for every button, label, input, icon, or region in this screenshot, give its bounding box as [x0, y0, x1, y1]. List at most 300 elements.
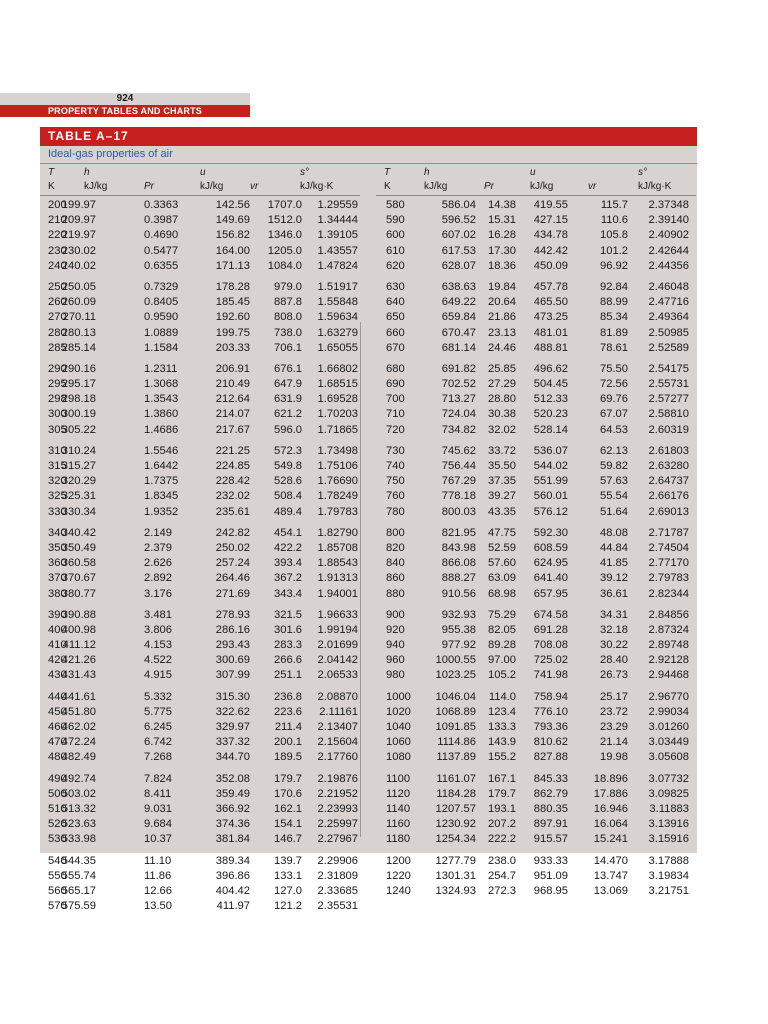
- section-title: PROPERTY TABLES AND CHARTS: [0, 105, 250, 117]
- col-T: T: [48, 167, 55, 178]
- energy-cell: 344.70: [215, 751, 250, 764]
- temp-cell: 690: [386, 378, 405, 391]
- unit-vr: vr: [250, 181, 259, 192]
- entropy-cell: 2.46048: [648, 280, 689, 293]
- energy-cell: 465.50: [533, 296, 568, 309]
- pr-cell: 207.2: [488, 818, 516, 831]
- vr-cell: 489.4: [274, 505, 302, 518]
- vr-cell: 162.1: [274, 802, 302, 815]
- entropy-cell: 1.94001: [317, 587, 358, 600]
- temp-cell: 900: [386, 608, 405, 621]
- unit-s: kJ/kg·K: [638, 181, 672, 192]
- entropy-cell: 3.17888: [648, 854, 689, 867]
- pr-cell: 14.38: [488, 199, 516, 211]
- header-rule: [376, 195, 696, 196]
- energy-cell: 164.00: [215, 244, 250, 257]
- pr-cell: 6.245: [144, 721, 172, 733]
- enthalpy-cell: 310.24: [61, 444, 96, 457]
- enthalpy-cell: 219.97: [61, 229, 96, 242]
- pr-cell: 8.411: [144, 787, 172, 800]
- col-u: u: [530, 167, 536, 178]
- entropy-cell: 2.49364: [648, 311, 689, 324]
- table-row: [40, 280, 360, 295]
- temp-cell: 1240: [386, 884, 411, 897]
- entropy-cell: 2.58810: [648, 408, 689, 421]
- table-row: [376, 295, 696, 310]
- temp-cell: 840: [386, 557, 405, 570]
- temp-cell: 420: [48, 654, 67, 667]
- vr-cell: 738.0: [274, 326, 302, 339]
- temp-cell: 520: [48, 818, 67, 831]
- table-row: [40, 735, 360, 750]
- temp-cell: 260: [48, 296, 67, 309]
- entropy-cell: 1.65055: [317, 341, 358, 354]
- table-row: [376, 720, 696, 735]
- pr-cell: 6.742: [144, 736, 172, 749]
- vr-cell: 96.92: [600, 259, 628, 272]
- energy-cell: 203.33: [215, 341, 250, 354]
- entropy-cell: 1.68515: [317, 378, 358, 391]
- table-row: [376, 884, 696, 899]
- enthalpy-cell: 325.31: [61, 490, 96, 503]
- energy-cell: 228.42: [215, 475, 250, 488]
- temp-cell: 590: [386, 214, 405, 227]
- pr-cell: 0.3363: [144, 199, 179, 211]
- entropy-cell: 3.03449: [648, 736, 689, 749]
- pr-cell: 43.35: [488, 505, 516, 518]
- pr-cell: 0.4690: [144, 229, 179, 242]
- unit-vr: vr: [588, 181, 597, 192]
- right-data: [376, 198, 696, 899]
- vr-cell: 23.29: [600, 721, 628, 733]
- pr-cell: 27.29: [488, 378, 516, 391]
- pr-cell: 33.72: [488, 444, 516, 457]
- energy-cell: 214.07: [215, 408, 250, 421]
- enthalpy-cell: 1091.85: [435, 721, 476, 733]
- enthalpy-cell: 482.49: [61, 751, 96, 764]
- table-row: [40, 571, 360, 586]
- table-row: [376, 869, 696, 884]
- table-row: [40, 326, 360, 341]
- vr-cell: 81.89: [600, 326, 628, 339]
- temp-cell: 310: [48, 444, 67, 457]
- table-row: [40, 295, 360, 310]
- pr-cell: 4.522: [144, 654, 172, 667]
- energy-cell: 142.56: [215, 199, 250, 211]
- column-symbols-row: [40, 167, 360, 179]
- energy-cell: 250.02: [215, 541, 250, 554]
- entropy-cell: 1.75106: [317, 460, 358, 472]
- entropy-cell: 3.07732: [648, 772, 689, 785]
- table-row: [376, 489, 696, 504]
- enthalpy-cell: 702.52: [441, 378, 476, 391]
- enthalpy-cell: 298.18: [61, 393, 96, 406]
- row-group: [40, 362, 360, 438]
- table-row: [376, 653, 696, 668]
- enthalpy-cell: 821.95: [441, 526, 476, 539]
- row-group: [40, 280, 360, 356]
- enthalpy-cell: 280.13: [61, 326, 96, 339]
- pr-cell: 37.35: [488, 475, 516, 488]
- enthalpy-cell: 1184.28: [436, 787, 476, 800]
- entropy-cell: 1.66802: [317, 362, 358, 375]
- pr-cell: 7.824: [144, 772, 172, 785]
- pr-cell: 3.176: [144, 587, 172, 600]
- energy-cell: 419.55: [533, 199, 568, 211]
- temp-cell: 1060: [386, 736, 411, 749]
- vr-cell: 647.9: [274, 378, 302, 391]
- entropy-cell: 3.05608: [648, 751, 689, 764]
- header-rule: [40, 195, 360, 196]
- temp-cell: 740: [386, 460, 405, 472]
- pr-cell: 1.2311: [144, 362, 178, 375]
- enthalpy-cell: 462.02: [61, 721, 96, 733]
- table-row: [376, 802, 696, 817]
- enthalpy-cell: 843.98: [441, 541, 476, 554]
- enthalpy-cell: 400.98: [61, 623, 96, 636]
- pr-cell: 32.02: [488, 423, 516, 436]
- enthalpy-cell: 503.02: [61, 787, 96, 800]
- pr-cell: 143.9: [488, 736, 516, 749]
- vr-cell: 236.8: [274, 690, 302, 703]
- temp-cell: 440: [48, 690, 67, 703]
- pr-cell: 0.3987: [144, 214, 179, 227]
- table-row: [40, 526, 360, 541]
- pr-cell: 2.149: [144, 526, 172, 539]
- entropy-cell: 2.39140: [648, 214, 689, 227]
- energy-cell: 845.33: [533, 772, 568, 785]
- pr-cell: 1.0889: [144, 326, 179, 339]
- unit-Pr: Pr: [144, 181, 154, 192]
- temp-cell: 670: [386, 341, 405, 354]
- enthalpy-cell: 607.02: [441, 229, 476, 242]
- entropy-cell: 2.84856: [648, 608, 689, 621]
- temp-cell: 1200: [386, 854, 411, 867]
- temp-cell: 660: [386, 326, 405, 339]
- enthalpy-cell: 350.49: [61, 541, 96, 554]
- vr-cell: 26.73: [600, 669, 628, 682]
- enthalpy-cell: 932.93: [441, 608, 476, 621]
- temp-cell: 940: [386, 639, 405, 652]
- vr-cell: 57.63: [600, 475, 628, 488]
- temp-cell: 230: [48, 244, 67, 257]
- energy-cell: 481.01: [533, 326, 568, 339]
- enthalpy-cell: 492.74: [61, 772, 96, 785]
- entropy-cell: 1.73498: [317, 444, 358, 457]
- vr-cell: 41.85: [600, 557, 628, 570]
- entropy-cell: 2.35531: [317, 900, 358, 913]
- energy-cell: 257.24: [215, 557, 250, 570]
- vr-cell: 1707.0: [267, 199, 302, 211]
- energy-cell: 396.86: [215, 869, 250, 882]
- column-units-row: [40, 181, 360, 193]
- energy-cell: 450.09: [533, 259, 568, 272]
- energy-cell: 691.28: [533, 623, 568, 636]
- temp-cell: 280: [48, 326, 67, 339]
- table-row: [40, 244, 360, 259]
- enthalpy-cell: 745.62: [441, 444, 476, 457]
- temp-cell: 960: [386, 654, 405, 667]
- entropy-cell: 2.89748: [648, 639, 689, 652]
- pr-cell: 193.1: [488, 802, 516, 815]
- row-group: [40, 772, 360, 848]
- vr-cell: 69.76: [600, 393, 628, 406]
- entropy-cell: 1.43557: [317, 244, 358, 257]
- entropy-cell: 2.31809: [317, 869, 358, 882]
- pr-cell: 1.7375: [144, 475, 179, 488]
- table-row: [40, 310, 360, 325]
- pr-cell: 4.915: [144, 669, 172, 682]
- enthalpy-cell: 1324.93: [435, 884, 476, 897]
- vr-cell: 25.17: [600, 690, 628, 703]
- energy-cell: 221.25: [215, 444, 250, 457]
- pr-cell: 133.3: [488, 721, 516, 733]
- vr-cell: 139.7: [274, 854, 302, 867]
- energy-cell: 657.95: [533, 587, 568, 600]
- vr-cell: 223.6: [274, 705, 302, 718]
- table-row: [40, 623, 360, 638]
- energy-cell: 235.61: [215, 505, 250, 518]
- energy-cell: 232.02: [215, 490, 250, 503]
- energy-cell: 322.62: [215, 705, 250, 718]
- vr-cell: 36.61: [600, 587, 628, 600]
- table-row: [40, 213, 360, 228]
- pr-cell: 0.6355: [144, 259, 179, 272]
- entropy-cell: 2.64737: [648, 475, 689, 488]
- entropy-cell: 3.13916: [648, 818, 689, 831]
- row-group: [376, 444, 696, 520]
- pr-cell: 254.7: [488, 869, 516, 882]
- energy-cell: 278.93: [215, 608, 250, 621]
- table-row: [376, 787, 696, 802]
- entropy-cell: 2.99034: [648, 705, 689, 718]
- vr-cell: 28.40: [600, 654, 628, 667]
- entropy-cell: 2.63280: [648, 460, 689, 472]
- row-group: [376, 280, 696, 356]
- enthalpy-cell: 649.22: [441, 296, 476, 309]
- energy-cell: 968.95: [533, 884, 568, 897]
- vr-cell: 393.4: [274, 557, 302, 570]
- unit-T: K: [48, 181, 55, 192]
- temp-cell: 980: [386, 669, 405, 682]
- enthalpy-cell: 380.77: [61, 587, 96, 600]
- temp-cell: 610: [386, 244, 405, 257]
- row-group: [40, 854, 360, 915]
- energy-cell: 300.69: [215, 654, 250, 667]
- enthalpy-cell: 575.59: [61, 900, 96, 913]
- temp-cell: 920: [386, 623, 405, 636]
- pr-cell: 13.50: [144, 900, 172, 913]
- energy-cell: 624.95: [533, 557, 568, 570]
- enthalpy-cell: 295.17: [61, 378, 96, 391]
- entropy-cell: 2.60319: [648, 423, 689, 436]
- row-group: [376, 608, 696, 684]
- pr-cell: 82.05: [488, 623, 516, 636]
- enthalpy-cell: 441.61: [61, 690, 96, 703]
- table-row: [376, 623, 696, 638]
- vr-cell: 23.72: [600, 705, 628, 718]
- unit-T: K: [384, 181, 391, 192]
- enthalpy-cell: 1161.07: [436, 772, 476, 785]
- table-row: [40, 505, 360, 520]
- enthalpy-cell: 315.27: [61, 460, 96, 472]
- pr-cell: 238.0: [488, 854, 516, 867]
- vr-cell: 676.1: [274, 362, 302, 375]
- pr-cell: 39.27: [488, 490, 516, 503]
- energy-cell: 149.69: [215, 214, 250, 227]
- table-row: [40, 854, 360, 869]
- energy-cell: 366.92: [215, 802, 250, 815]
- temp-cell: 820: [386, 541, 405, 554]
- entropy-cell: 2.08870: [317, 690, 358, 703]
- entropy-cell: 2.44356: [648, 259, 689, 272]
- entropy-cell: 2.61803: [648, 444, 689, 457]
- pr-cell: 75.29: [488, 608, 516, 621]
- temp-cell: 510: [48, 802, 67, 815]
- pr-cell: 3.806: [144, 623, 172, 636]
- entropy-cell: 2.57277: [648, 393, 689, 406]
- enthalpy-cell: 300.19: [61, 408, 96, 421]
- entropy-cell: 1.39105: [317, 229, 358, 242]
- energy-cell: 242.82: [215, 526, 250, 539]
- temp-cell: 270: [48, 311, 67, 324]
- column-divider: [360, 322, 361, 837]
- table-row: [376, 459, 696, 474]
- table-row: [376, 341, 696, 356]
- vr-cell: 211.4: [274, 721, 302, 733]
- temp-cell: 1080: [386, 751, 411, 764]
- enthalpy-cell: 330.34: [61, 505, 96, 518]
- table-row: [40, 198, 360, 213]
- pr-cell: 0.5477: [144, 244, 179, 257]
- energy-cell: 536.07: [533, 444, 568, 457]
- pr-cell: 1.3068: [144, 378, 179, 391]
- entropy-cell: 2.01699: [317, 639, 358, 652]
- column-symbols-row: [376, 167, 696, 179]
- pr-cell: 24.46: [488, 341, 516, 354]
- table-row: [376, 310, 696, 325]
- entropy-cell: 1.91313: [317, 572, 358, 585]
- vr-cell: 67.07: [600, 408, 628, 421]
- table-row: [40, 407, 360, 422]
- entropy-cell: 2.74504: [648, 541, 689, 554]
- pr-cell: 9.684: [144, 818, 172, 831]
- pr-cell: 20.64: [488, 296, 516, 309]
- table-row: [376, 392, 696, 407]
- col-h: h: [84, 167, 90, 178]
- vr-cell: 78.61: [600, 341, 628, 354]
- temp-cell: 290: [48, 362, 67, 375]
- vr-cell: 13.747: [593, 869, 628, 882]
- vr-cell: 16.064: [593, 818, 628, 831]
- enthalpy-cell: 199.97: [61, 199, 96, 211]
- table-row: [40, 392, 360, 407]
- vr-cell: 51.64: [600, 505, 628, 518]
- table-row: [40, 690, 360, 705]
- temp-cell: 580: [386, 199, 405, 211]
- table-row: [376, 407, 696, 422]
- energy-cell: 810.62: [533, 736, 568, 749]
- enthalpy-cell: 230.02: [61, 244, 96, 257]
- entropy-cell: 2.55731: [648, 378, 689, 391]
- table-row: [376, 854, 696, 869]
- entropy-cell: 1.55848: [317, 296, 358, 309]
- table-row: [40, 869, 360, 884]
- enthalpy-cell: 270.11: [62, 311, 96, 324]
- entropy-cell: 2.17760: [317, 751, 358, 764]
- entropy-cell: 2.37348: [648, 199, 689, 211]
- vr-cell: 422.2: [274, 541, 302, 554]
- temp-cell: 720: [386, 423, 405, 436]
- row-group: [40, 526, 360, 602]
- temp-cell: 860: [386, 572, 405, 585]
- unit-Pr: Pr: [484, 181, 494, 192]
- table-row: [40, 787, 360, 802]
- table-row: [40, 459, 360, 474]
- entropy-cell: 1.96633: [317, 608, 358, 621]
- vr-cell: 88.99: [600, 296, 628, 309]
- pr-cell: 7.268: [144, 751, 172, 764]
- entropy-cell: 2.21952: [317, 787, 358, 800]
- temp-cell: 780: [386, 505, 405, 518]
- temp-cell: 450: [48, 705, 67, 718]
- energy-cell: 352.08: [215, 772, 250, 785]
- vr-cell: 189.5: [274, 751, 302, 764]
- temp-cell: 650: [386, 311, 405, 324]
- vr-cell: 179.7: [274, 772, 302, 785]
- vr-cell: 200.1: [274, 736, 302, 749]
- pr-cell: 3.481: [144, 608, 172, 621]
- energy-cell: 434.78: [533, 229, 568, 242]
- energy-cell: 551.99: [533, 475, 568, 488]
- vr-cell: 19.98: [600, 751, 628, 764]
- table-row: [376, 772, 696, 787]
- enthalpy-cell: 681.14: [441, 341, 476, 354]
- table-row: [376, 608, 696, 623]
- temp-cell: 1160: [386, 818, 411, 831]
- vr-cell: 596.0: [274, 423, 302, 436]
- vr-cell: 48.08: [600, 526, 628, 539]
- table-row: [376, 526, 696, 541]
- table-row: [376, 587, 696, 602]
- vr-cell: 64.53: [600, 423, 628, 436]
- temp-cell: 1220: [386, 869, 411, 882]
- table-row: [376, 213, 696, 228]
- temp-cell: 640: [386, 296, 405, 309]
- vr-cell: 146.7: [274, 833, 302, 846]
- entropy-cell: 1.70203: [317, 408, 358, 421]
- energy-cell: 496.62: [533, 362, 568, 375]
- entropy-cell: 2.15604: [317, 736, 358, 749]
- enthalpy-cell: 866.08: [441, 557, 476, 570]
- col-u: u: [200, 167, 206, 178]
- energy-cell: 576.12: [533, 505, 568, 518]
- vr-cell: 121.2: [274, 900, 302, 913]
- vr-cell: 21.14: [600, 736, 628, 749]
- pr-cell: 105.2: [488, 669, 516, 682]
- enthalpy-cell: 370.67: [61, 572, 96, 585]
- pr-cell: 167.1: [488, 772, 516, 785]
- enthalpy-cell: 305.22: [61, 423, 96, 436]
- energy-cell: 827.88: [533, 751, 568, 764]
- row-group: [40, 444, 360, 520]
- enthalpy-cell: 713.27: [441, 393, 476, 406]
- entropy-cell: 2.71787: [648, 526, 689, 539]
- property-table: [40, 127, 697, 913]
- col-T: T: [384, 167, 391, 178]
- entropy-cell: 2.94468: [648, 669, 689, 682]
- pr-cell: 11.86: [144, 869, 172, 882]
